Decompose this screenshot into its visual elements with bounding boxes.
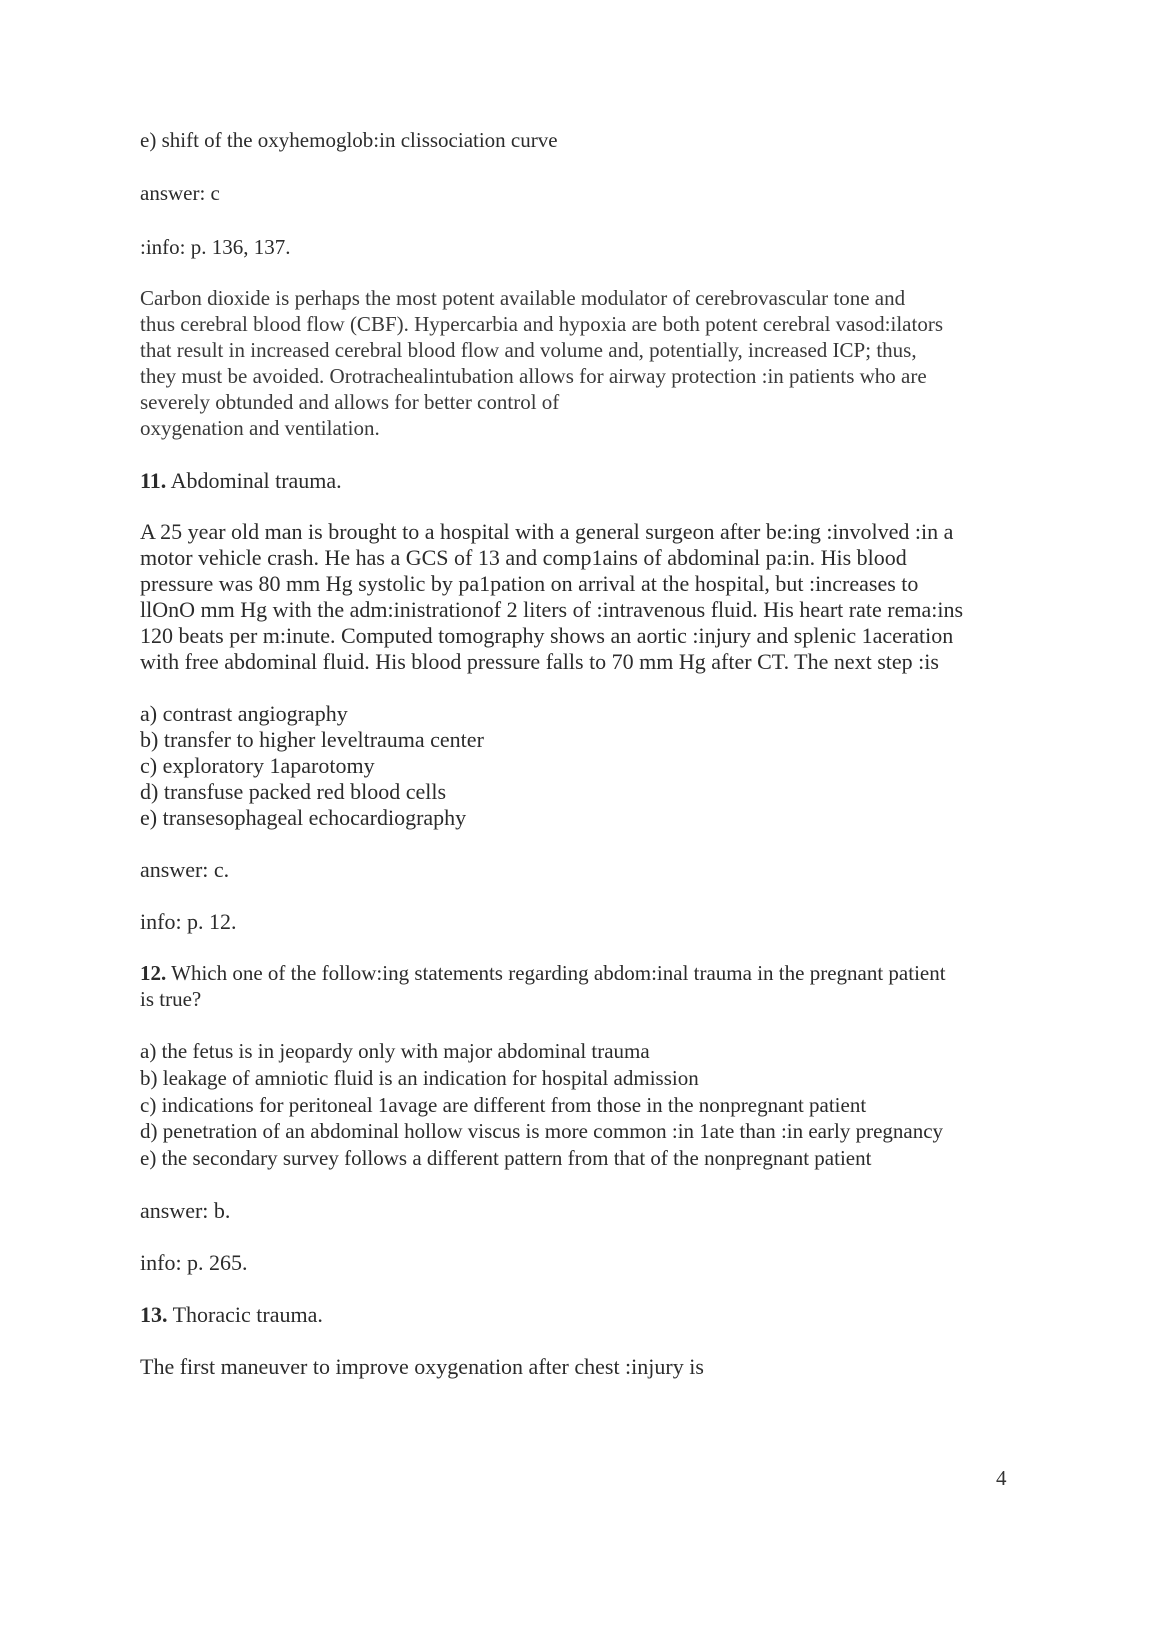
prev-option-e: e) shift of the oxyhemoglob:in clissociation curve [140, 128, 558, 152]
explanation-line: oxygenation and ventilation. [140, 416, 380, 440]
stem-line: A 25 year old man is brought to a hospital with a general surgeon after be:ing :involved :in a [140, 519, 954, 544]
stem-line: with free abdominal fluid. His blood pressure falls to 70 mm Hg after CT. The next step :is [140, 649, 939, 674]
q11-title: Abdominal trauma. [170, 468, 342, 493]
q12-number: 12. [140, 961, 167, 985]
q12-stem-first: Which one of the follow:ing statements regarding abdom:inal trauma in the pregnant patient [171, 961, 946, 985]
prev-answer: answer: c [140, 181, 220, 205]
prev-info: :info: p. 136, 137. [140, 235, 291, 259]
option-d: d) penetration of an abdominal hollow viscus is more common :in 1ate than :in early pregnancy [140, 1119, 944, 1143]
stem-line: is true? [140, 987, 202, 1011]
q13-heading [140, 1302, 323, 1328]
explanation-line: they must be avoided. Orotrachealintubation allows for airway protection :in patients who are [140, 364, 927, 388]
option-e: e) the secondary survey follows a different pattern from that of the nonpregnant patient [140, 1146, 872, 1170]
q11-number: 11. [140, 468, 167, 493]
option-c: c) exploratory 1aparotomy [140, 753, 375, 778]
q12-answer: answer: b. [140, 1198, 231, 1223]
explanation-line: thus cerebral blood flow (CBF). Hypercarbia and hypoxia are both potent cerebral vasod:ilators [140, 312, 943, 336]
option-b: b) transfer to higher leveltrauma center [140, 727, 484, 752]
stem-line: llOnO mm Hg with the adm:inistrationof 2 liters of :intravenous fluid. His heart rate rema:ins [140, 597, 964, 622]
q11-heading [140, 468, 342, 494]
stem-line: 120 beats per m:inute. Computed tomography shows an aortic :injury and splenic 1aceration [140, 623, 954, 648]
stem-line: motor vehicle crash. He has a GCS of 13 and comp1ains of abdominal pa:in. His blood [140, 545, 907, 570]
option-a: a) the fetus is in jeopardy only with major abdominal trauma [140, 1039, 650, 1063]
explanation-line: severely obtunded and allows for better control of [140, 390, 560, 414]
option-b: b) leakage of amniotic fluid is an indication for hospital admission [140, 1066, 699, 1090]
stem-line [140, 961, 946, 986]
q11-answer: answer: c. [140, 857, 230, 882]
page-number: 4 [996, 1466, 1007, 1490]
q13-title: Thoracic trauma. [172, 1302, 323, 1327]
explanation-line: Carbon dioxide is perhaps the most potent available modulator of cerebrovascular tone and [140, 286, 906, 310]
q12-info: info: p. 265. [140, 1250, 248, 1275]
q13-stem: The first maneuver to improve oxygenation after chest :injury is [140, 1354, 704, 1379]
option-a: a) contrast angiography [140, 701, 348, 726]
q11-info: info: p. 12. [140, 909, 237, 934]
q13-number: 13. [140, 1302, 168, 1327]
option-d: d) transfuse packed red blood cells [140, 779, 447, 804]
option-e: e) transesophageal echocardiography [140, 805, 467, 830]
option-c: c) indications for peritoneal 1avage are different from those in the nonpregnant patient [140, 1093, 867, 1117]
explanation-line: that result in increased cerebral blood flow and volume and, potentially, increased ICP; thus, [140, 338, 917, 362]
stem-line: pressure was 80 mm Hg systolic by pa1pation on arrival at the hospital, but :increases to [140, 571, 919, 596]
